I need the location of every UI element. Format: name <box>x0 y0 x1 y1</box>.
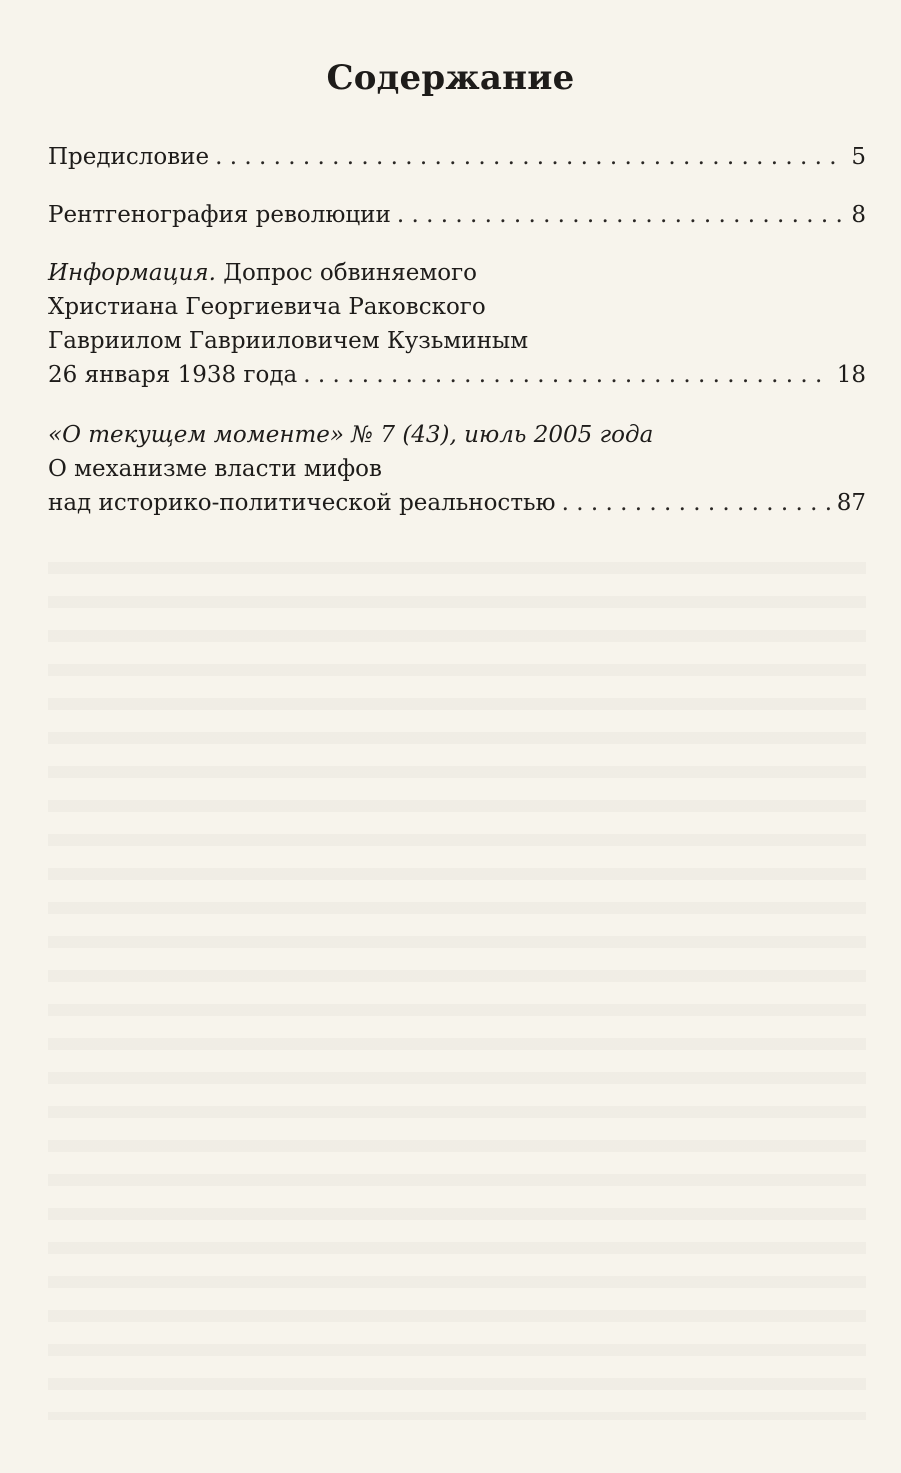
toc-leader-line <box>48 486 866 520</box>
toc-page-number: 87 <box>836 490 866 516</box>
toc-entry-title-line: 26 января 1938 года <box>48 362 298 388</box>
toc-entry-myths[interactable] <box>48 418 866 520</box>
dot-leader <box>562 486 831 520</box>
toc-page-number: 8 <box>851 202 866 228</box>
toc-leader-line <box>48 358 866 392</box>
toc-entry-rubric: Информация. <box>48 260 216 286</box>
toc-entry-title-line: Христиана Георгиевича Раковского <box>48 294 486 320</box>
dot-leader <box>397 198 846 232</box>
table-of-contents <box>48 140 866 520</box>
toc-entry-first-line <box>48 256 866 290</box>
dot-leader <box>303 358 830 392</box>
toc-leader-line <box>48 140 866 174</box>
toc-leader-line <box>48 198 866 232</box>
toc-entry-preface[interactable] <box>48 140 866 174</box>
toc-entry-title-line: над историко-политической реальностью <box>48 490 556 516</box>
toc-page-number: 5 <box>851 144 866 170</box>
toc-entry-title-line: Гавриилом Гаврииловичем Кузьминым <box>48 328 529 354</box>
toc-entry-radiography[interactable] <box>48 198 866 232</box>
toc-entry-title-part: Допрос обвиняемого <box>215 260 477 286</box>
toc-page-number: 18 <box>836 362 866 388</box>
page-title: Содержание <box>326 58 575 98</box>
toc-entry-rubric: «О текущем моменте» № 7 (43), июль 2005 года <box>48 422 654 448</box>
bleed-through-texture <box>48 540 866 1420</box>
dot-leader <box>215 140 845 174</box>
toc-entry-title: Предисловие <box>48 144 210 170</box>
toc-entry-interrogation[interactable] <box>48 256 866 392</box>
toc-entry-title: Рентгенография революции <box>48 202 391 228</box>
toc-entry-title-line: О механизме власти мифов <box>48 456 382 482</box>
